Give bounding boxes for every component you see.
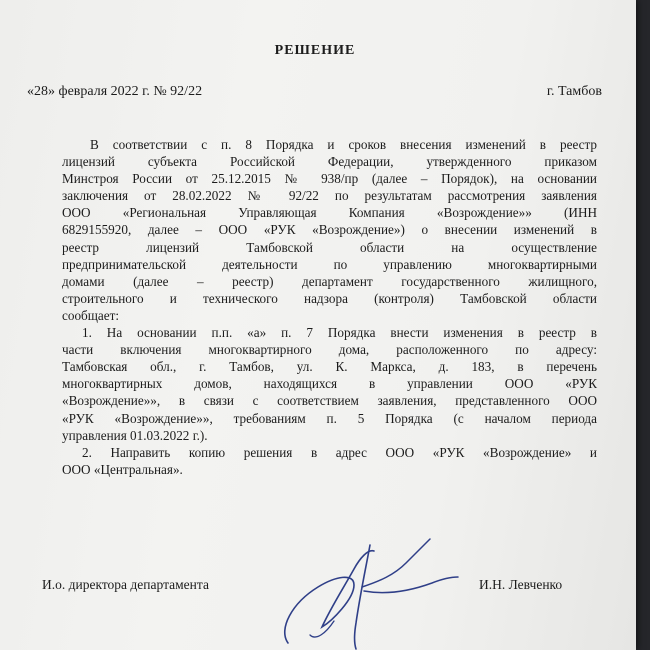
body-line: строительного и технического надзора (контроля) Тамбовской области: [62, 290, 597, 306]
city: г. Тамбов: [546, 84, 602, 99]
clause-2-line: 2. Направить копию решения в адрес ООО «РУК «Возрождение» и: [82, 444, 597, 460]
clause-1-line: 1. На основании п.п. «а» п. 7 Порядка внести изменения в реестр в: [82, 325, 597, 341]
clause-1-line: части включения многоквартирного дома, расположенного по адресу:: [62, 342, 597, 358]
clause-1-line: «РУК «Возрождение»», требованиям п. 5 Порядка (с началом периода: [62, 410, 597, 426]
body-line: предпринимательской деятельности по управлению многоквартирными: [62, 256, 597, 272]
body-line: ООО «Региональная Управляющая Компания «Возрождение»» (ИНН: [62, 205, 597, 221]
handwritten-signature: [270, 525, 460, 650]
body-line: 6829155920, далее – ООО «РУК «Возрождение») о внесении изменений в: [62, 222, 597, 238]
body-line: Минстроя России от 25.12.2015 № 938/пр (далее – Порядок), на основании: [62, 171, 597, 187]
clause-2-line: ООО «Центральная».: [62, 461, 183, 477]
body-line: сообщает:: [62, 307, 120, 323]
body-line: В соответствии с п. 8 Порядка и сроков внесения изменений в реестр: [90, 137, 597, 152]
document-title: РЕШЕНИЕ: [274, 43, 356, 58]
body-line: домами (далее – реестр) департамент государственного жилищного,: [62, 273, 597, 289]
clause-1-line: Тамбовская обл., г. Тамбов, ул. К. Маркса, д. 183, в перечень: [62, 359, 597, 375]
signer-name: И.Н. Левченко: [479, 577, 563, 592]
clause-1-line: управления 01.03.2022 г.).: [62, 427, 208, 443]
document-body: [62, 136, 597, 478]
clause-1-line: «Возрождение»», в связи с соответствием заявления, представленного ООО: [62, 393, 597, 409]
decision-date-number: «28» февраля 2022 г. № 92/22: [27, 84, 203, 99]
signer-position: И.о. директора департамента: [42, 577, 209, 592]
body-line: заключения от 28.02.2022 № 92/22 по результатам рассмотрения заявления: [62, 188, 597, 204]
body-line: лицензий субъекта Российской Федерации, утвержденного приказом: [62, 154, 597, 170]
body-line: реестр лицензий Тамбовской области на осуществление: [62, 239, 597, 255]
clause-1-line: многоквартирных домов, находящихся в управлении ООО «РУК: [62, 376, 597, 392]
